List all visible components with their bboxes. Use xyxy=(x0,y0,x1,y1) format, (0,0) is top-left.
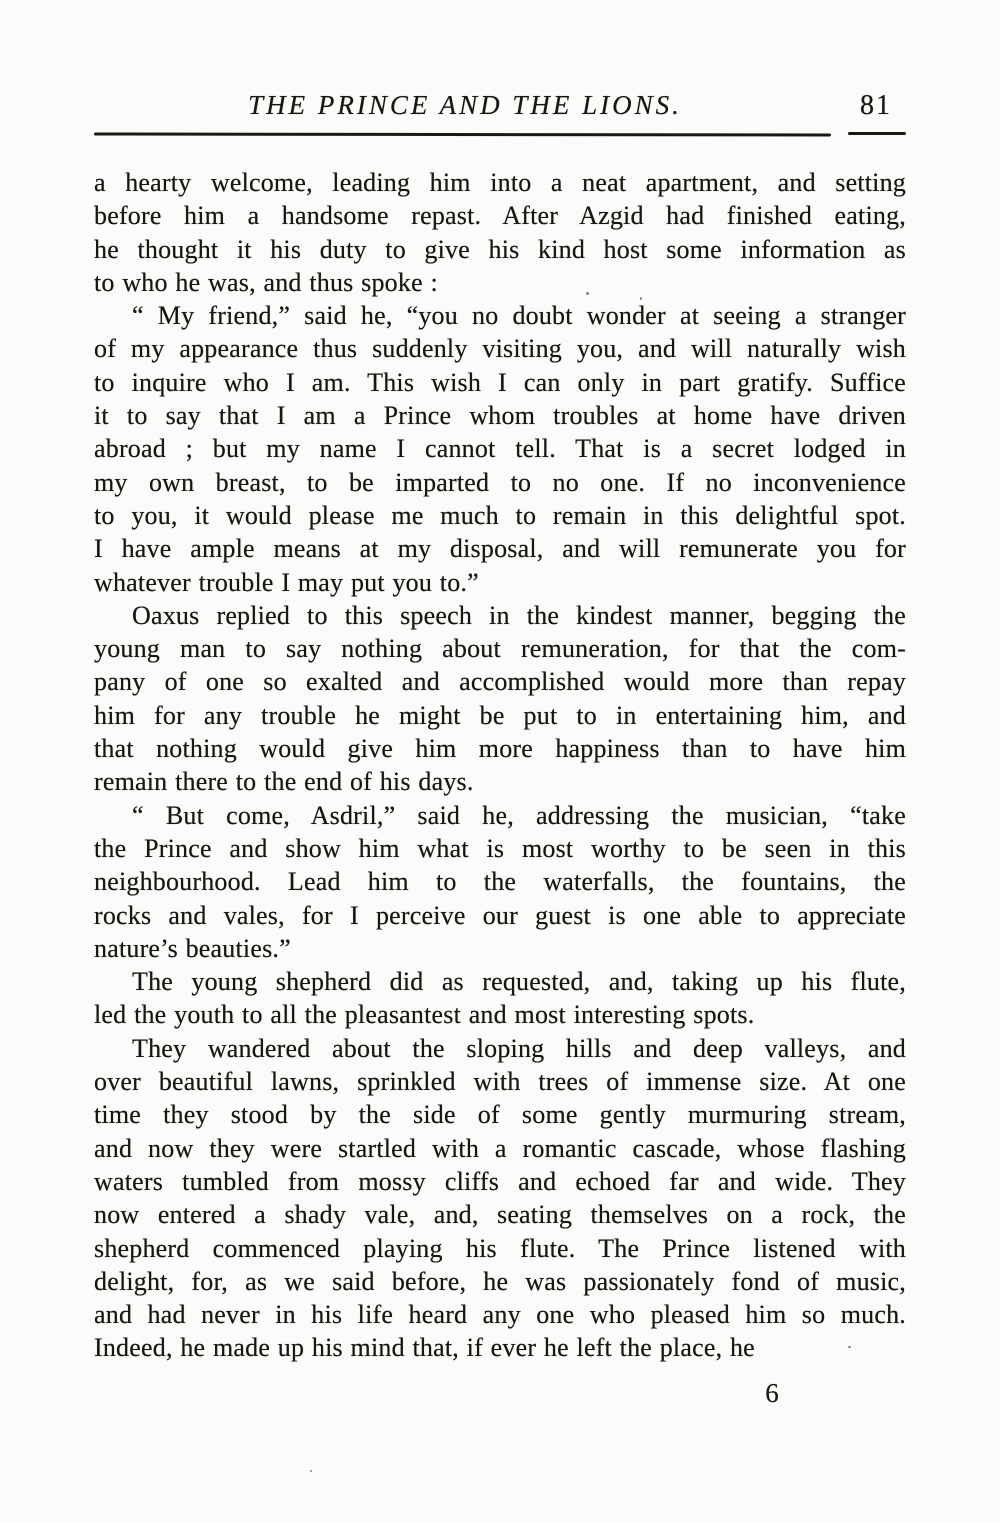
text-line: young man to say nothing about remuneration, for that the com- xyxy=(94,634,906,664)
scan-speck xyxy=(640,297,642,300)
text-line: over beautiful lawns, sprinkled with trees of immense size. At one xyxy=(94,1067,906,1097)
header-rule xyxy=(94,132,906,136)
text-line: rocks and vales, for I perceive our guest is one able to appreciate xyxy=(94,900,906,930)
paragraph xyxy=(94,965,906,1032)
header-rule-end-segment xyxy=(848,132,906,135)
page-title: THE PRINCE AND THE LIONS. xyxy=(248,90,682,120)
text-line: delight, for, as we said before, he was passionately fond of music, xyxy=(94,1266,906,1296)
text-line: to who he was, and thus spoke : xyxy=(94,267,438,297)
text-line: led the youth to all the pleasantest and most interesting spots. xyxy=(94,1000,755,1030)
text-line: abroad ; but my name I cannot tell. That is a secret lodged in xyxy=(94,434,906,464)
text-line: that nothing would give him more happiness than to have him xyxy=(94,734,906,764)
text-line: the Prince and show him what is most worthy to be seen in this xyxy=(94,833,906,863)
text-line: “ My friend,” said he, “you no doubt wonder at seeing a stranger xyxy=(132,301,906,331)
text-line: The young shepherd did as requested, and, taking up his flute, xyxy=(132,967,906,997)
text-line: remain there to the end of his days. xyxy=(94,767,474,797)
running-head xyxy=(94,90,906,126)
paragraph xyxy=(94,299,906,599)
page-body xyxy=(94,166,906,1365)
paragraph xyxy=(94,599,906,799)
scan-speck xyxy=(848,1346,851,1348)
paragraph xyxy=(94,166,906,299)
text-line: him for any trouble he might be put to in entertaining him, and xyxy=(94,700,906,730)
text-line: Oaxus replied to this speech in the kindest manner, begging the xyxy=(132,600,906,630)
scan-speck xyxy=(310,1470,312,1472)
text-line: Indeed, he made up his mind that, if ever he left the place, he xyxy=(94,1333,755,1363)
text-line: to inquire who I am. This wish I can only in part gratify. Suffice xyxy=(94,367,906,397)
text-line: I have ample means at my disposal, and will remunerate you for xyxy=(94,534,906,564)
text-line: my own breast, to be imparted to no one. If no inconvenience xyxy=(94,467,906,497)
text-line: it to say that I am a Prince whom troubles at home have driven xyxy=(94,401,906,431)
page-number: 81 xyxy=(860,90,892,121)
text-line: a hearty welcome, leading him into a neat apartment, and setting xyxy=(94,168,906,197)
text-line: “ But come, Asdril,” said he, addressing the musician, “take xyxy=(132,800,906,830)
text-line: now entered a shady vale, and, seating themselves on a rock, the xyxy=(94,1200,906,1230)
text-line: he thought it his duty to give his kind host some information as xyxy=(94,234,906,264)
text-line: shepherd commenced playing his flute. The Prince listened with xyxy=(94,1233,906,1263)
header-rule-main-segment xyxy=(94,132,831,136)
text-line: of my appearance thus suddenly visiting you, and will naturally wish xyxy=(94,334,906,364)
text-line: They wandered about the sloping hills and deep valleys, and xyxy=(132,1033,906,1063)
text-line: waters tumbled from mossy cliffs and echoed far and wide. They xyxy=(94,1166,906,1196)
text-line: before him a handsome repast. After Azgid had finished eating, xyxy=(94,201,906,231)
scan-speck xyxy=(586,292,589,295)
text-line: time they stood by the side of some gently murmuring stream, xyxy=(94,1100,906,1130)
text-line: pany of one so exalted and accomplished would more than repay xyxy=(94,667,906,697)
text-line: and had never in his life heard any one who pleased him so much. xyxy=(94,1300,906,1330)
paragraph xyxy=(94,1032,906,1365)
text-line: and now they were startled with a romantic cascade, whose flashing xyxy=(94,1133,906,1163)
text-line: whatever trouble I may put you to.” xyxy=(94,567,479,597)
signature-mark: 6 xyxy=(765,1378,779,1408)
text-line: nature’s beauties.” xyxy=(94,933,291,963)
text-line: neighbourhood. Lead him to the waterfalls, the fountains, the xyxy=(94,867,906,897)
text-line: to you, it would please me much to remain in this delightful spot. xyxy=(94,500,906,530)
paragraph xyxy=(94,799,906,965)
